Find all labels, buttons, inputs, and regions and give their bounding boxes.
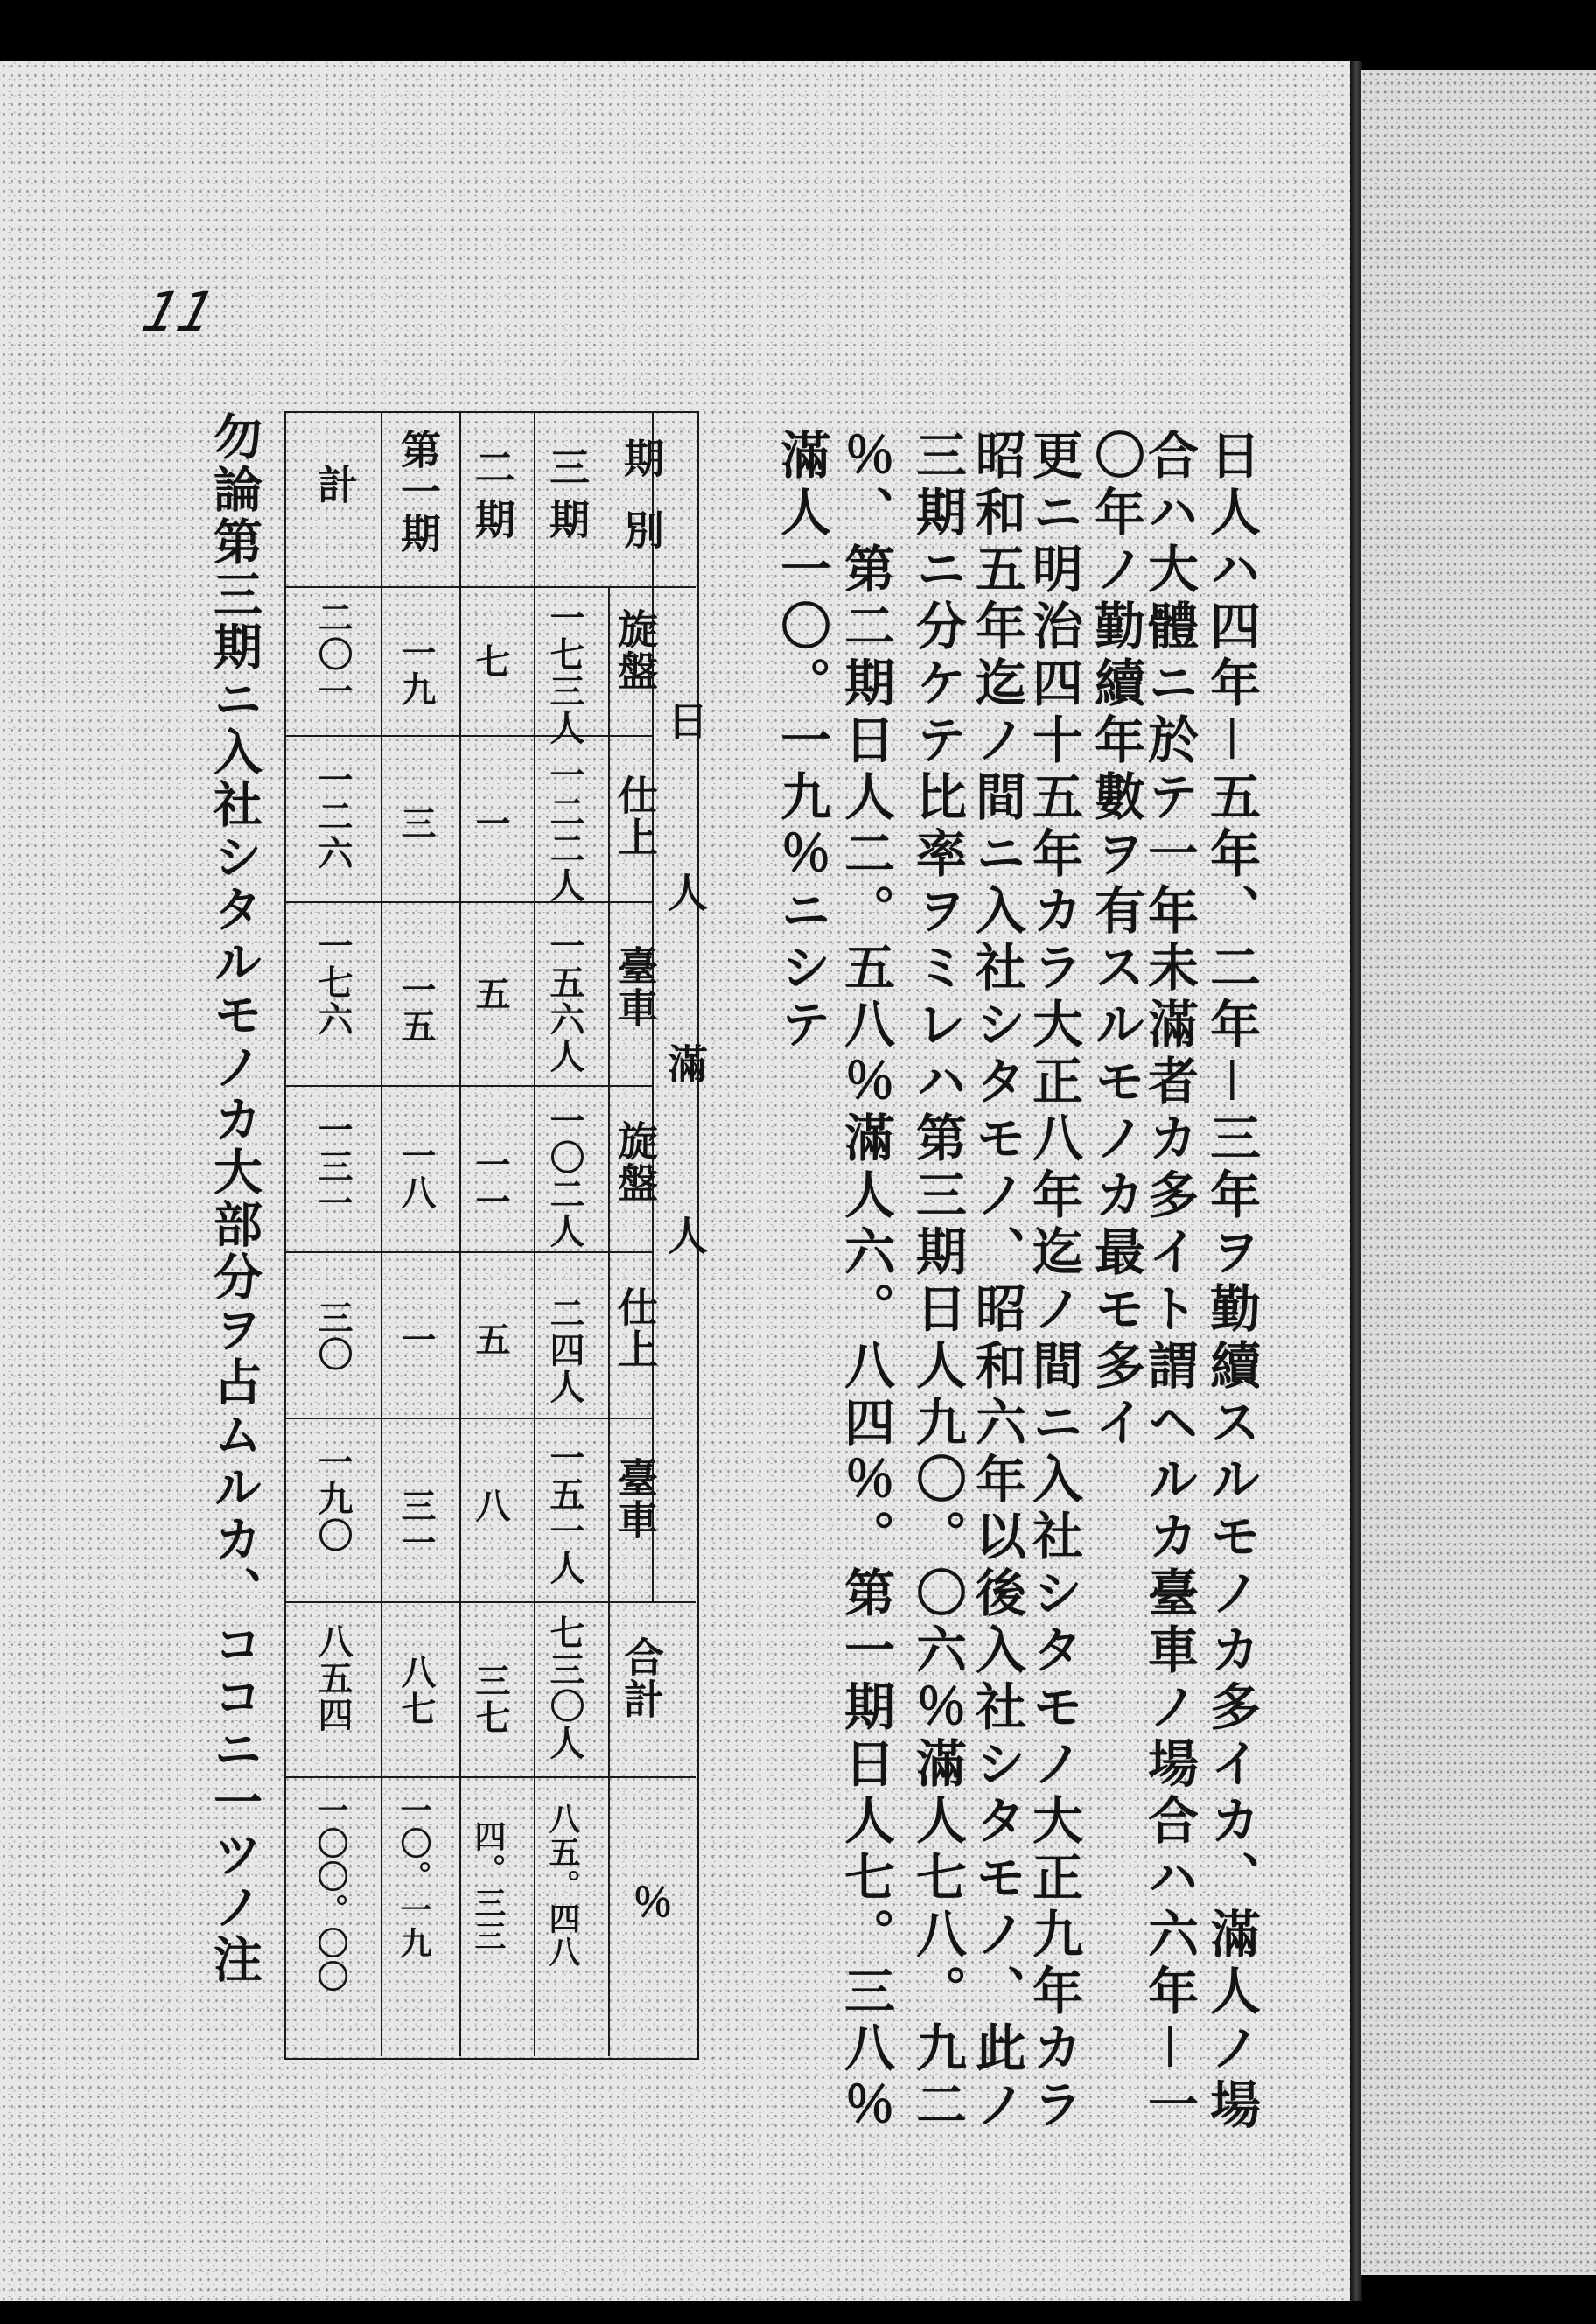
row-label-period3: 三期 xyxy=(543,446,591,551)
col-header-finish-jp: 仕上 xyxy=(612,774,659,858)
table-rule xyxy=(284,1601,696,1603)
table-cell: 一五一人 xyxy=(544,1439,585,1586)
header-group: 日人滿人 xyxy=(662,700,709,1386)
table-cell: 八 xyxy=(470,1488,511,1524)
adjacent-page xyxy=(1361,70,1596,2275)
body-column-5: 昭和五年迄ノ間ニ入社シタモノ、昭和六年以後入社シタモノ、此ノ xyxy=(967,429,1026,2135)
header-total: 合計 xyxy=(618,1636,665,1720)
table-cell: 二〇一 xyxy=(312,599,354,710)
table-cell: 三〇 xyxy=(312,1299,354,1373)
table-cell: 七三〇人 xyxy=(544,1614,585,1761)
table-cell: 一一 xyxy=(470,1146,511,1220)
col-header-lathe-jp: 旋盤 xyxy=(612,608,659,692)
header-percent: ％ xyxy=(626,1881,674,1923)
table-cell: 七 xyxy=(470,643,511,680)
table-rule xyxy=(284,586,696,588)
table-cell: 一二二人 xyxy=(544,757,585,904)
table-rule xyxy=(284,1085,652,1087)
table-cell: 一〇〇。〇〇 xyxy=(312,1794,349,1993)
row-label-total: 計 xyxy=(312,464,359,506)
table-cell: 一七三人 xyxy=(544,599,585,746)
table-cell: 三一 xyxy=(396,1488,437,1561)
data-table xyxy=(284,411,709,2065)
table-cell: 八七 xyxy=(396,1654,437,1727)
table-cell: 八五四 xyxy=(312,1623,354,1733)
header-period: 期別 xyxy=(618,438,665,581)
col-header-finish-cn: 仕上 xyxy=(612,1286,659,1370)
table-cell: 八五。四八 xyxy=(544,1802,581,1969)
footer-column: 勿論第三期ニ入社シタルモノカ大部分ヲ占ムルカ、ココニ一ツノ注 xyxy=(206,411,263,1986)
table-cell: 一五 xyxy=(396,971,437,1045)
row-label-period2: 二期 xyxy=(469,446,516,551)
table-cell: 一 xyxy=(470,805,511,842)
table-rule xyxy=(284,1418,652,1419)
table-rule xyxy=(284,901,652,903)
table-cell: 一五六人 xyxy=(544,928,585,1074)
col-header-bogie-cn: 臺車 xyxy=(612,1457,659,1541)
table-rule xyxy=(459,411,461,2056)
body-column-1: 日人ハ四年－五年、二年－三年ヲ勤續スルモノカ多イカ、滿人ノ場 xyxy=(1201,429,1261,2136)
table-cell: 一九 xyxy=(396,634,437,708)
page-number: 11 xyxy=(136,280,222,344)
table-cell: 五 xyxy=(470,1321,511,1358)
body-column-8: 滿人一〇。一九％ニシテ xyxy=(772,429,831,1054)
table-cell: 三七 xyxy=(470,1662,511,1736)
row-label-period1: 第一期 xyxy=(395,429,442,555)
table-cell: 一七六 xyxy=(312,928,354,1038)
body-column-4: 更ニ明治四十五年カラ大正八年迄ノ間ニ入社シタモノ大正九年カラ xyxy=(1024,429,1083,2135)
table-rule xyxy=(284,1251,652,1253)
table-rule xyxy=(381,411,382,2056)
body-column-2: 合ハ大體ニ於テ一年未滿者カ多イト謂ヘルカ臺車ノ場合ハ六年－一 xyxy=(1139,429,1199,2136)
table-cell: 四。三三 xyxy=(470,1820,507,1953)
table-cell: 一〇二人 xyxy=(544,1102,585,1250)
body-column-6: 三期ニ分ケテ比率ヲミレハ第三期日人九〇。〇六％滿人七八。九二 xyxy=(907,429,967,2135)
table-cell: 一八 xyxy=(396,1138,437,1211)
body-column-3: 〇年ノ勤續年數ヲ有スルモノカ最モ多イ xyxy=(1086,429,1145,1452)
table-rule xyxy=(284,1776,696,1778)
table-cell: 一二六 xyxy=(312,761,354,872)
table-rule xyxy=(534,411,536,2056)
table-cell: 一三一 xyxy=(312,1111,354,1222)
table-cell: 三 xyxy=(396,805,437,842)
col-header-lathe-cn: 旋盤 xyxy=(612,1120,659,1204)
col-header-bogie-jp: 臺車 xyxy=(612,945,659,1029)
table-cell: 一〇。一九 xyxy=(396,1794,432,1960)
table-cell: 五 xyxy=(470,976,511,1012)
body-column-7: ％、第二期日人二。五八％滿人六。八四％。第一期日人七。三八％ xyxy=(836,429,895,2135)
table-cell: 一 xyxy=(396,1321,437,1358)
table-rule xyxy=(608,586,610,2056)
table-cell: 一九〇 xyxy=(312,1444,354,1554)
table-rule xyxy=(284,735,652,737)
table-cell: 二四人 xyxy=(544,1295,585,1405)
